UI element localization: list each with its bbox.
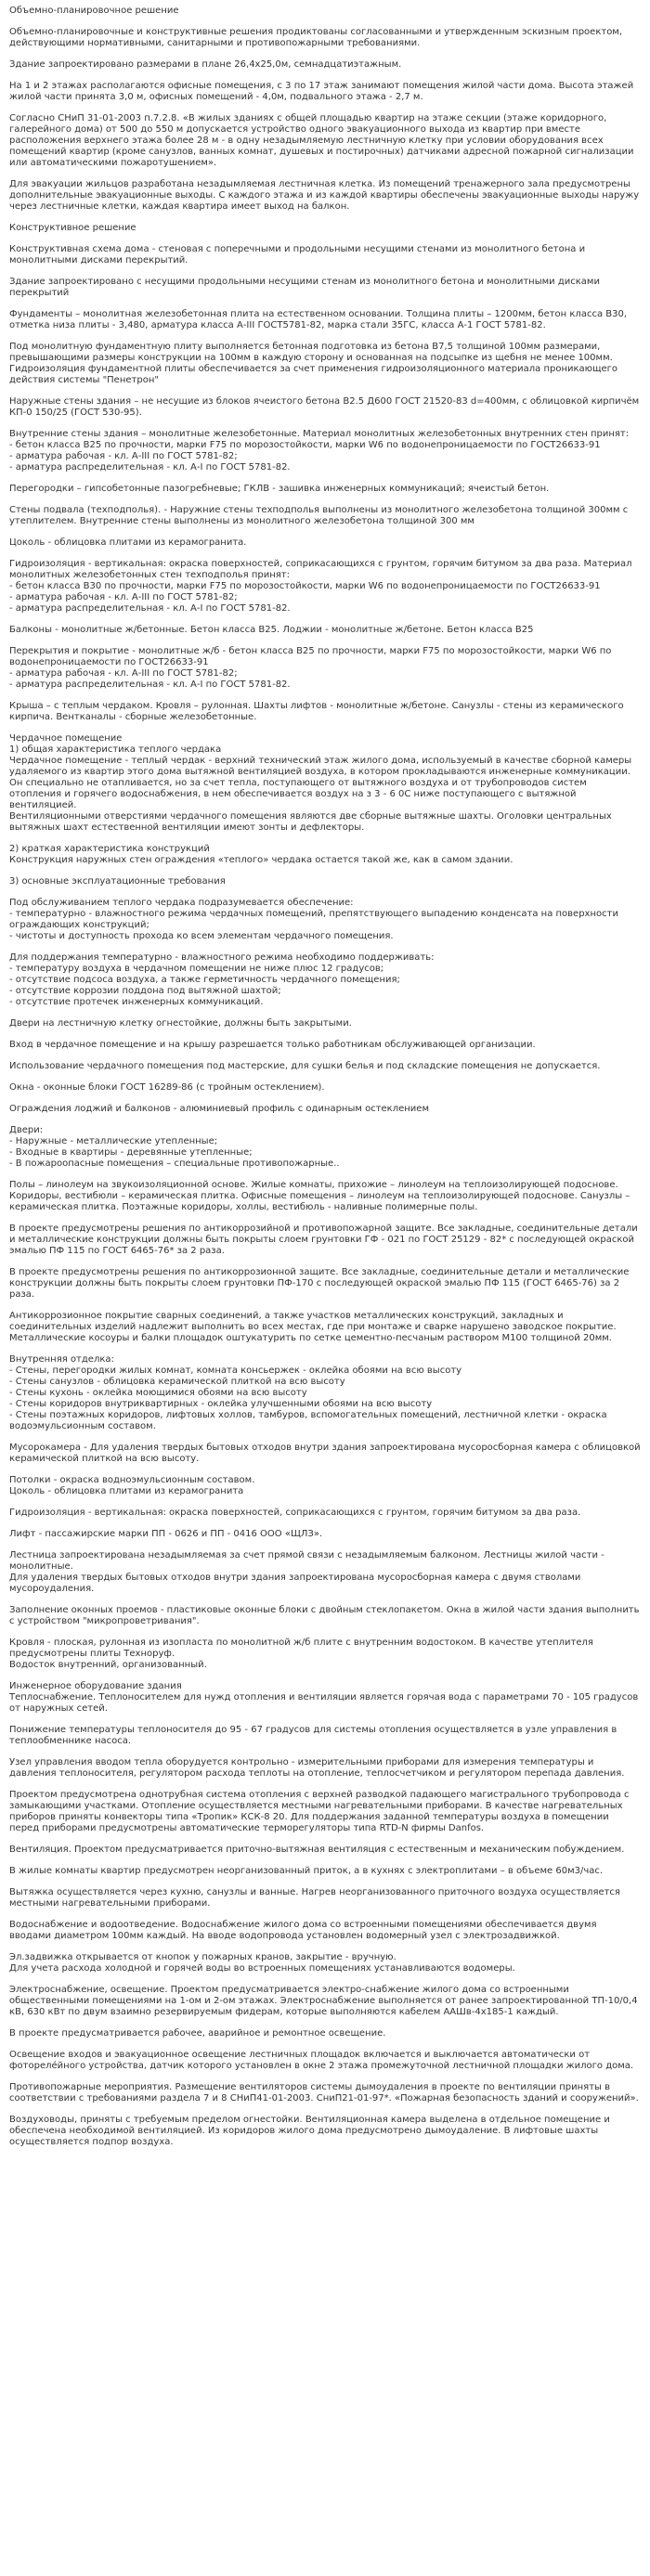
paragraph: Перекрытия и покрытие - монолитные ж/б - бетон класса В25 по прочности, марки F75 по морозостойкости, марки W6 по водонепроницаемости по ГОСТ26633-91 - арматура рабочая - кл. А-III по ГОСТ 5781-82; - арматура распределительная - кл. А-I по ГОСТ 5781-82. xyxy=(9,646,612,690)
paragraph: Вытяжка осуществляется через кухню, санузлы и ванные. Нагрев неорганизованного приточного воздуха осуществляется местными нагревательными приборами. xyxy=(9,1887,620,1909)
paragraph: Двери: - Наружные - металлические утепленные; - Входные в квартиры - деревянные утепленные; - В пожароопасные помещения – специальные противопожарные.. xyxy=(9,1125,340,1169)
paragraph: Кровля - плоская, рулонная из изопласта по монолитной ж/б плите с внутренним водостоком. В качестве утеплителя предусмотрены плиты Техноруф. Водосток внутренний, организованный. xyxy=(9,1638,593,1670)
paragraph: Для эвакуации жильцов разработана незадымляемая лестничная клетка. Из помещений тренажерного зала предусмотрены дополнительные эвакуационные выходы. С каждого этажа и из каждой квартиры обеспечены эвакуационные выходы наружу через лестничные клетки, каждая квартира имеет выход на балкон. xyxy=(9,179,640,212)
paragraph: Здание запроектировано размерами в плане 26,4х25,0м, семнадцатиэтажным. xyxy=(9,59,402,70)
paragraph: Объемно-планировочное решение xyxy=(9,6,179,16)
paragraph: 3) основные эксплуатационные требования xyxy=(9,876,226,887)
paragraph: Инженерное оборудование здания Теплоснабжение. Теплоносителем для нужд отопления и вентиляции является горячая вода с параметрами 70 - 105 градусов от наружных сетей. xyxy=(9,1681,639,1714)
paragraph: Проектом предусмотрена однотрубная система отопления с верхней разводкой падающего магистрального трубопровода с замыкающими участками. Отопление осуществляется местными нагревательными приборами. В качестве нагревательных приборов приняты конвекторы типа «Тропик» КСК-8 20. Для поддержания заданной температуры воздуха в помещении перед приборами предусмотрены автоматические терморегуляторы типа RTD-N фирмы Danfos. xyxy=(9,1790,630,1833)
paragraph: Освещение входов и эвакуационное освещение лестничных площадок включается и выключается автоматически от фотореле́йного устройства, датчик которого установлен в окне 2 этажа промежуточной лестничной площадки жилого дома. xyxy=(9,2050,634,2071)
paragraph: Конструктивное решение xyxy=(9,223,136,233)
paragraph: Использование чердачного помещения под мастерские, для сушки белья и под складские помещения не допускается. xyxy=(9,1061,601,1071)
paragraph: Объемно-планировочные и конструктивные решения продиктованы согласованными и утвержденным эскизным проектом, действующими нормативными, санитарными и противопожарными требованиями. xyxy=(9,27,623,48)
paragraph: Фундаменты – монолитная железобетонная плита на естественном основании. Толщина плиты – 1200мм, бетон класса В30, отметка низа плиты - 3,480, арматура класса А-III ГОСТ5781-82, марка стали 35ГС, класса А-1 ГОСТ 5781-82. xyxy=(9,309,628,330)
paragraph: Понижение температуры теплоносителя до 95 - 67 градусов для системы отопления осуществляется в узле управления в теплообменнике насоса. xyxy=(9,1725,618,1746)
paragraph: В проекте предусмотрены решения по антикоррозийной и противопожарной защите. Все закладные, соединительные детали и металлические конструкции должны быть покрыты слоем грунтовки ГФ - 021 по ГОСТ 25129 - 82* с последующей окраской эмалью ПФ 115 по ГОСТ 6465-76* за 2 раза. xyxy=(9,1223,638,1256)
paragraph: Вход в чердачное помещение и на крышу разрешается только работникам обслуживающей организации. xyxy=(9,1040,536,1050)
paragraph: Ограждения лоджий и балконов - алюминиевый профиль с одинарным остеклением xyxy=(9,1104,429,1114)
paragraph: Лестница запроектирована незадымляемая за счет прямой связи с незадымляемым балконом. Лестницы жилой части - монолитные. Для удаления твердых бытовых отходов внутри здания запроектирована мусоросборная камера с двумя стволами мусороудаления. xyxy=(9,1550,604,1594)
paragraph: Балконы - монолитные ж/бетонные. Бетон класса В25. Лоджии - монолитные ж/бетоне. Бетон класса В25 xyxy=(9,625,534,635)
paragraph: Противопожарные мероприятия. Размещение вентиляторов системы дымоудаления в проекте по вентиляции приняты в соответствии с требованиями раздела 7 и 8 СНиП41-01-2003. СниП21-01-97*. «Пожарная безопасность зданий и сооружений». xyxy=(9,2082,639,2104)
paragraph: Согласно СНиП 31-01-2003 п.7.2.8. «В жилых зданиях с общей площадью квартир на этаже секции (этаже коридорного, галерейного дома) от 500 до 550 м допускается устройство одного эвакуационного выхода из квартир при вместе расположения верхнего этажа более 28 м - в одну незадымляемую лестничную клетку при условии оборудования всех помещений квартир (кроме санузлов, ванных комнат, душевых и постирочных) датчиками адресной пожарной сигнализации или автоматическими пожаротушением». xyxy=(9,113,634,168)
paragraph: Гидроизоляция - вертикальная: окраска поверхностей, соприкасающихся с грунтом, горячим битумом за два раза. xyxy=(9,1508,581,1518)
paragraph: Наружные стены здания – не несущие из блоков ячеистого бетона В2.5 Д600 ГОСТ 21520-83 d=400мм, с облицовкой кирпичём КП-0 150/25 (ГОСТ 530-95). xyxy=(9,396,640,418)
paragraph: В проекте предусмотрены решения по антикоррозионной защите. Все закладные, соединительные детали и металлические конструкции должны быть покрыты слоем грунтовки ПФ-170 с последующей окраской эмалью ПФ 115 (ГОСТ 6465-76) за 2 раза. xyxy=(9,1267,630,1300)
paragraph: Внутренние стены здания – монолитные железобетонные. Материал монолитных железобетонных внутренних стен принят: - бетон класса В25 по прочности, марки F75 по морозостойкости, марки W6 по водонепроницаемости по ГОСТ26633-91 - арматура рабочая - кл. А-III по ГОСТ 5781-82; - арматура распределительная - кл. А-I по ГОСТ 5781-82. xyxy=(9,429,630,472)
paragraph: Конструктивная схема дома - стеновая с поперечными и продольными несущими стенами из монолитного бетона и монолитными дисками перекрытий. xyxy=(9,244,586,265)
paragraph: Для поддержания температурно - влажностного режима необходимо поддерживать: - температуру воздуха в чердачном помещении не ниже плюс 12 градусов; - отсутствие подсоса воздуха, а также герметичность чердачного помещения; - отсутствие коррозии поддона под вытяжной шахтой; - отсутствие протечек инженерных коммуникаций. xyxy=(9,952,435,1007)
paragraph: Лифт - пассажирские марки ПП - 0626 и ПП - 0416 ООО «ЩЛЗ». xyxy=(9,1529,323,1539)
paragraph: В проекте предусматривается рабочее, аварийное и ремонтное освещение. xyxy=(9,2028,386,2039)
paragraph: Узел управления вводом тепла оборудуется контрольно - измерительными приборами для измерения температуры и давления теплоносителя, регулятором расхода теплоты на отопление, теплосчетчиком и регулятором перепада давления. xyxy=(9,1757,625,1779)
paragraph: Электроснабжение, освещение. Проектом предусматривается электро-снабжение жилого дома со встроенными общественными помещениями на 1-ом и 2-ом этажах. Электроснабжение выполняется от ранее запроектированной ТП-10/0,4 кВ, 630 кВт по двум взаимно резервируемым фидерам, которые выполняются кабелем ААШв-4х185-1 каждый. xyxy=(9,1985,638,2017)
paragraph: Перегородки – гипсобетонные пазогребневые; ГКЛВ - зашивка инженерных коммуникаций; ячеистый бетон. xyxy=(9,484,550,494)
paragraph: 2) краткая характеристика конструкций Конструкция наружных стен ограждения «теплого» чердака остается такой же, как в самом здании. xyxy=(9,844,514,865)
paragraph: Цоколь - облицовка плитами из керамогранита. xyxy=(9,537,247,548)
paragraph: Гидроизоляция - вертикальная: окраска поверхностей, соприкасающихся с грунтом, горячим битумом за два раза. Материал монолитных железобетонных стен техподполья принят: - бетон класса В30 по прочности, марки F75 по морозостойкости, марки W6 по водонепроницаемости по ГОСТ26633-91 - арматура рабочая - кл. А-III по ГОСТ 5781-82; - арматура распределительная - кл. А-I по ГОСТ 5781-82. xyxy=(9,559,632,614)
paragraph: Потолки - окраска водноэмульсионным составом. Цоколь - облицовка плитами из керамогранита xyxy=(9,1475,255,1496)
paragraph: Окна - оконные блоки ГОСТ 16289-86 (с тройным остеклением). xyxy=(9,1082,325,1093)
paragraph: Антикоррозионное покрытие сварных соединений, а также участков металлических конструкций, закладных и соединительных изделий надлежит выполнить во всех местах, где при монтаже и сварке нарушено заводское покрытие. Металлические косоуры и балки площадок оштукатурить по сетке цементно-песчаным раствором М100 толщиной 20мм. xyxy=(9,1311,617,1343)
paragraph: Полы – линолеум на звукоизоляционной основе. Жилые комнаты, прихожие – линолеум на теплоизолирующей подоснове. Коридоры, вестибюли – керамическая плитка. Офисные помещения – линолеум на теплоизолирующей подоснове. Санузлы – керамическая плитка. Поэтажные коридоры, холлы, вестибюль - наливные полимерные полы. xyxy=(9,1180,630,1212)
paragraph: Мусорокамера - Для удаления твердых бытовых отходов внутри здания запроектирована мусоросборная камера с облицовкой керамической плиткой на всю высоту. xyxy=(9,1443,641,1464)
paragraph: Вентиляция. Проектом предусматривается приточно-вытяжная вентиляция с естественным и механическим побуждением. xyxy=(9,1845,625,1855)
paragraph: Здание запроектировано с несущими продольными несущими стенам из монолитного бетона и монолитными дисками перекрытий xyxy=(9,277,600,298)
paragraph: Стены подвала (техподполья). - Наружние стены техподполья выполнены из монолитного железобетона толщиной 300мм с утеплителем. Внутренние стены выполнены из монолитного железобетона толщиной 300 мм xyxy=(9,505,629,526)
paragraph: Воздуховоды, приняты с требуемым пределом огнестойки. Вентиляционная камера выделена в отдельное помещение и обеспечена необходимой вентиляцией. Из коридоров жилого дома предусмотрено дымоудаление. В лифтовые шахты осуществляется подпор воздуха. xyxy=(9,2115,610,2147)
paragraph: Чердачное помещение 1) общая характеристика теплого чердака Чердачное помещение - теплый чердак - верхний технический этаж жилого дома, используемый в качестве сборной камеры удаляемого из квартир этого дома вытяжной вентиляцией воздуха, в котором прокладываются инженерные коммуникации. Он специально не отапливается, но за счет тепла, поступающего от вытяжного воздуха и от трубопроводов систем отопления и горячего водоснабжения, в нем обеспечивается воздух на з 3 - 6 0С ниже поступающего с вытяжной вентиляцией. Вентиляционными отверстиями чердачного помещения являются две сборные вытяжные шахты. Оголовки центральных вытяжных шахт естественной вентиляции имеют зонты и дефлекторы. xyxy=(9,733,632,833)
paragraph: В жилые комнаты квартир предусмотрен неорганизованный приток, а в кухнях с электроплитами – в объеме 60м3/час. xyxy=(9,1866,604,1876)
paragraph: Крыша – с теплым чердаком. Кровля – рулонная. Шахты лифтов - монолитные ж/бетоне. Санузлы - стены из керамического кирпича. Вентканалы - сборные железобетонные. xyxy=(9,701,624,722)
paragraph: Внутренняя отделка: - Стены, перегородки жилых комнат, комната консьержек - оклейка обоями на всю высоту - Стены санузлов - облицовка керамической плиткой на всю высоту - Стены кухонь - оклейка моющимися обоями на всю высоту - Стены коридоров внутриквартирных - оклейка улучшенными обоями на всю высоту - Стены поэтажных коридоров, лифтовых холлов, тамбуров, вспомогательных помещений, лестничной клетки - окраска водоэмульсионным составом. xyxy=(9,1354,607,1431)
paragraph: Водоснабжение и водоотведение. Водоснабжение жилого дома со встроенными помещениями обеспечивается двумя вводами диаметром 100мм каждый. На вводе водопровода установлен водомерный узел с электрозадвижкой. xyxy=(9,1920,597,1941)
paragraph: Двери на лестничную клетку огнестойкие, должны быть закрытыми. xyxy=(9,1018,352,1029)
paragraph: На 1 и 2 этажах располагаются офисные помещения, с 3 по 17 этаж занимают помещения жилой части дома. Высота этажей жилой части принята 3,0 м, офисных помещений - 4,0м, подвального этажа - 2,7 м. xyxy=(9,81,634,102)
paragraph: Эл.задвижка открывается от кнопок у пожарных кранов, закрытие - вручную. Для учета расхода холодной и горячей воды во встроенных помещениях устанавливаются водомеры. xyxy=(9,1952,515,1974)
paragraph: Заполнение оконных проемов - пластиковые оконные блоки с двойным стеклопакетом. Окна в жилой части здания выполнить с устройством "микропроветривания". xyxy=(9,1605,640,1626)
paragraph: Под обслуживанием теплого чердака подразумевается обеспечение: - температурно - влажностного режима чердачных помещений, препятствующего выпадению конденсата на поверхности ограждающих конструкций; - чистоты и доступность прохода ко всем элементам чердачного помещения. xyxy=(9,898,618,941)
paragraph: Под монолитную фундаментную плиту выполняется бетонная подготовка из бетона В7,5 толщиной 100мм размерами, превышающими размеры конструкции на 100мм в каждую сторону и основанная на подсыпке из щебня не менее 100мм. Гидроизоляция фундаментной плиты обеспечивается за счет применения гидроизоляционного материала проникающего действия системы "Пенетрон" xyxy=(9,342,618,385)
